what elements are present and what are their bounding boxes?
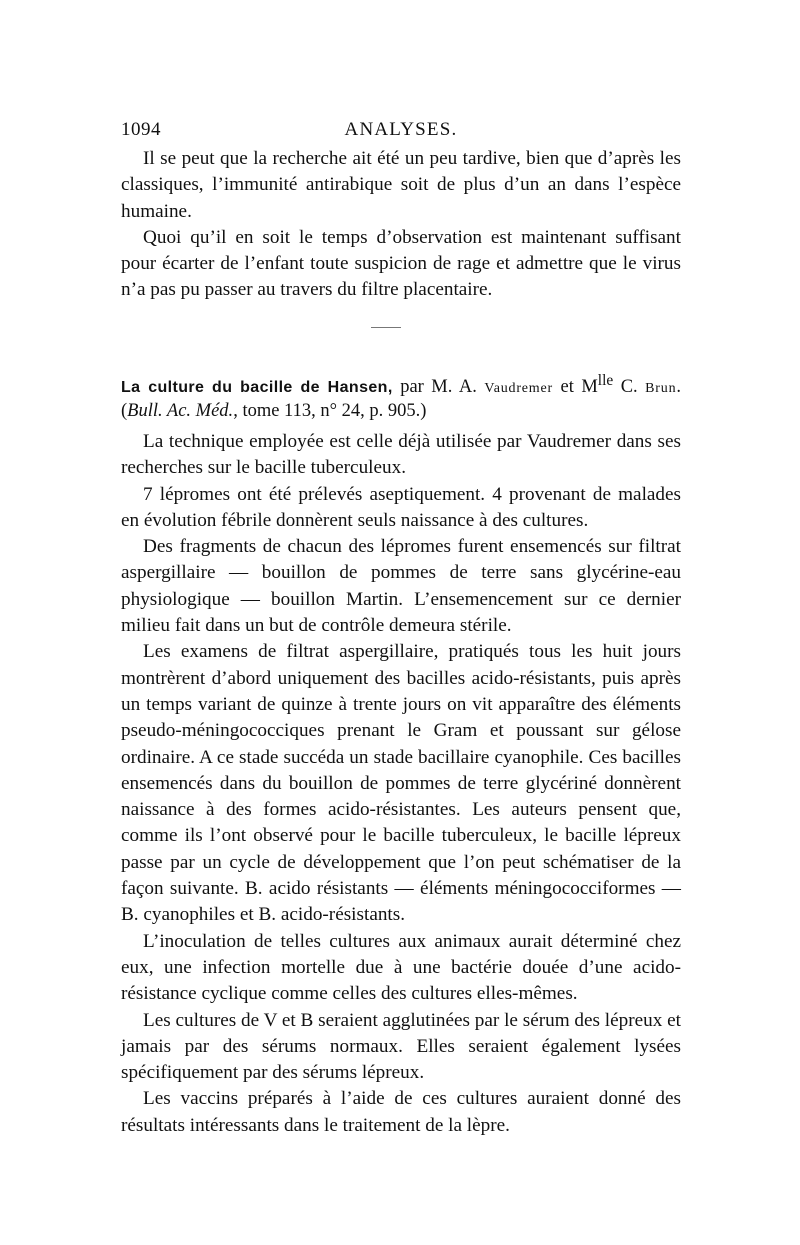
article-heading: [121, 369, 681, 423]
article-title: La culture du bacille de Hansen,: [121, 379, 393, 397]
section-separator: [371, 327, 401, 328]
intro-text: [121, 146, 681, 304]
article-ref-open: . (: [121, 377, 681, 422]
article-journal: Bull. Ac. Méd.: [127, 401, 234, 422]
paragraph: Des fragments de chacun des lépromes furent ensemencés sur filtrat aspergillaire — bouillon de pommes de terre sans glycérine-eau physiologique — bouillon Martin. L’ensemencement sur ce dernier milieu fait dans un but de contrôle demeura stérile.: [121, 536, 681, 637]
paragraph: Les examens de filtrat aspergillaire, pratiqués tous les huit jours montrèrent d’abord uniquement des bacilles acido-résistants, puis après un temps variant de quinze à trente jours on vit apparaître des éléments pseudo-méningococciques prenant le Gram et poussant sur gélose ordinaire. A ce stade succéda un stade bacillaire cyanophile. Ces bacilles ensemencés dans du bouillon de pommes de terre glycériné donnèrent naissance à des formes acido-résistantes. Les auteurs pensent que, comme ils l’ont observé pour le bacille tuberculeux, le bacille lépreux passe par un cycle de développement que l’on peut schématiser de la façon suivante. B. acido résistants — éléments méningococciformes — B. cyanophiles et B. acido-résistants.: [121, 641, 681, 926]
page-header: [121, 119, 681, 143]
paragraph: Il se peut que la recherche ait été un peu tardive, bien que d’après les classiques, l’immunité antirabique soit de plus d’un an dans l’espèce humaine.: [121, 148, 681, 222]
article-title-line: [121, 369, 681, 423]
article-author-2-initial: C.: [613, 377, 646, 398]
article-author-1: Vaudremer: [484, 381, 553, 397]
article-mlle: lle: [597, 372, 614, 389]
paragraph: Les vaccins préparés à l’aide de ces cultures auraient donné des résultats intéressants dans le traitement de la lèpre.: [121, 1088, 681, 1136]
article-reference: , tome 113, n° 24, p. 905.): [233, 401, 427, 422]
article-author-2: Brun: [645, 381, 677, 397]
running-title: ANALYSES.: [344, 119, 458, 140]
paragraph: 7 lépromes ont été prélevés aseptiquement. 4 provenant de malades en évolution fébrile donnèrent seuls naissance à des cultures.: [121, 483, 681, 531]
page-number: 1094: [121, 119, 161, 140]
article-and: et M: [552, 377, 598, 398]
article-by: par M. A.: [392, 377, 485, 398]
article-body: [121, 429, 681, 1139]
paragraph: La technique employée est celle déjà utilisée par Vaudremer dans ses recherches sur le bacille tuberculeux.: [121, 431, 681, 479]
paragraph: Les cultures de V et B seraient agglutinées par le sérum des lépreux et jamais par des sérums normaux. Elles seraient également lysées spécifiquement par des sérums lépreux.: [121, 1009, 681, 1084]
paragraph: Quoi qu’il en soit le temps d’observation est maintenant suffisant pour écarter de l’enfant toute suspicion de rage et admettre que le virus n’a pas pu passer au travers du filtre placentaire.: [121, 226, 681, 301]
paragraph: L’inoculation de telles cultures aux animaux aurait déterminé chez eux, une infection mortelle due à une bactérie douée d’une acido-résistance cyclique comme celles des cultures elles-mêmes.: [121, 930, 681, 1005]
